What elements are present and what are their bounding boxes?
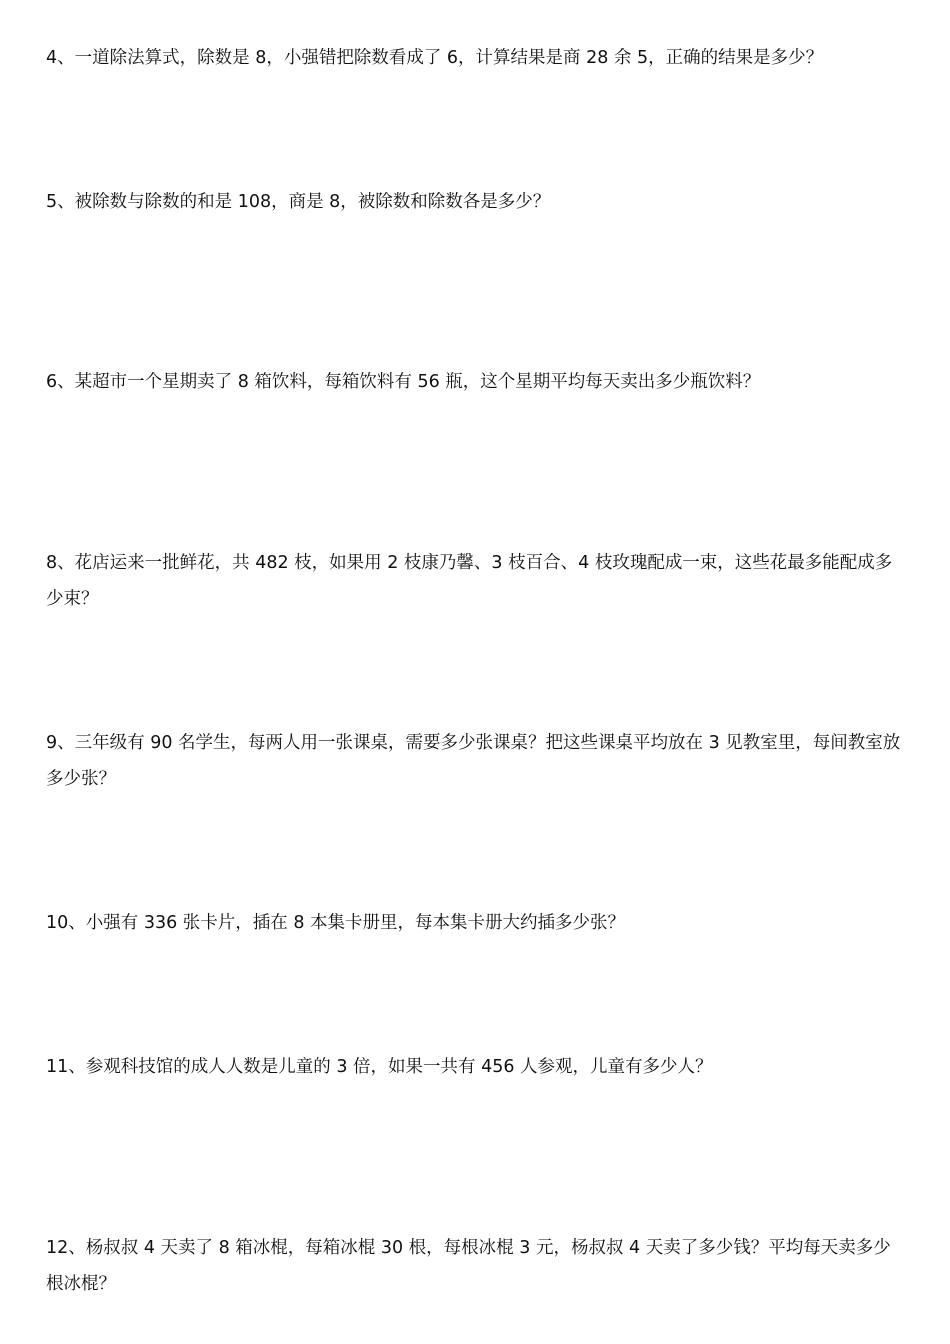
- problem-11: 11、参观科技馆的成人人数是儿童的 3 倍，如果一共有 456 人参观，儿童有多少人？: [46, 1057, 713, 1077]
- problem-4: 4、一道除法算式，除数是 8，小强错把除数看成了 6，计算结果是商 28 余 5，正确的结果是多少？: [46, 48, 824, 68]
- problem-8: 8、花店运来一批鲜花，共 482 枝，如果用 2 枝康乃馨、3 枝百合、4 枝玫瑰配成一束，这些花最多能配成多少束？: [46, 553, 893, 609]
- problem-5: 5、被除数与除数的和是 108，商是 8，被除数和除数各是多少？: [46, 192, 551, 212]
- problem-9: 9、三年级有 90 名学生，每两人用一张课桌，需要多少张课桌？把这些课桌平均放在 3 见教室里，每间教室放多少张？: [46, 733, 901, 789]
- problem-10: 10、小强有 336 张卡片，插在 8 本集卡册里，每本集卡册大约插多少张？: [46, 913, 626, 933]
- problem-6: 6、某超市一个星期卖了 8 箱饮料，每箱饮料有 56 瓶，这个星期平均每天卖出多少瓶饮料？: [46, 372, 761, 392]
- problem-12: 12、杨叔叔 4 天卖了 8 箱冰棍，每箱冰棍 30 根，每根冰棍 3 元，杨叔叔 4 天卖了多少钱？平均每天卖多少根冰棍？: [46, 1238, 891, 1294]
